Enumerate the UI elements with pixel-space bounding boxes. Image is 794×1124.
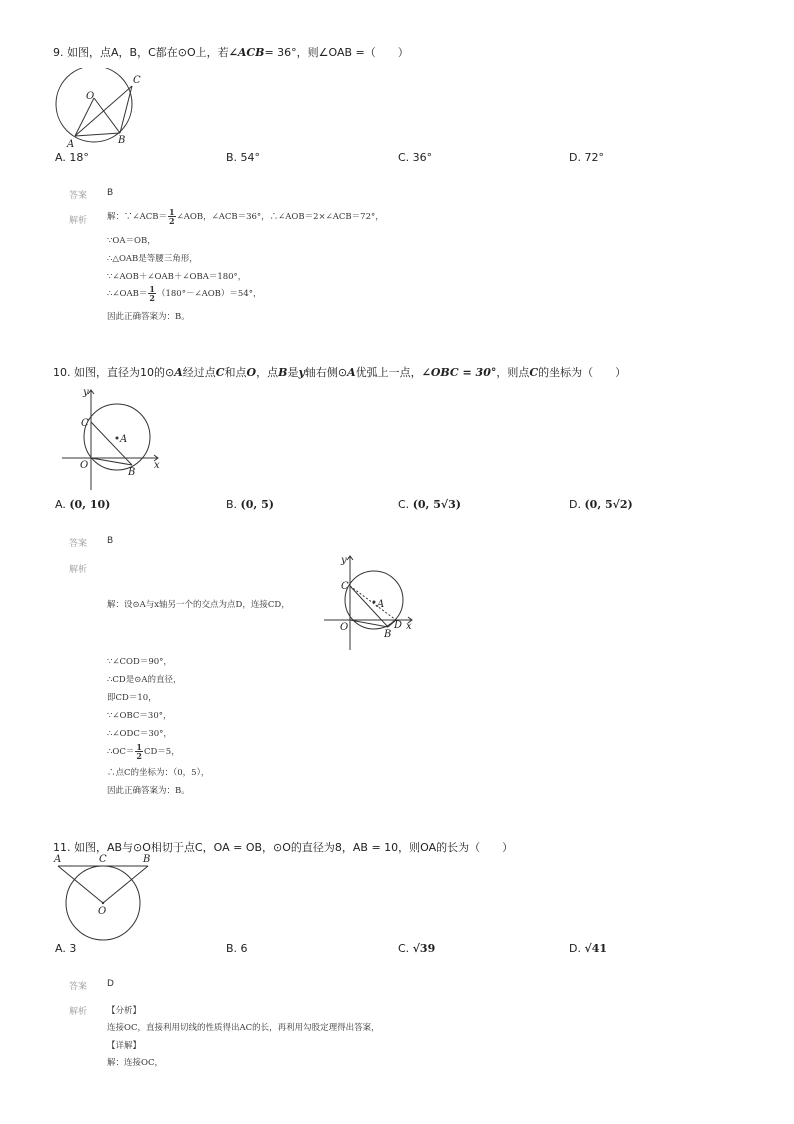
q10-label-c: C <box>81 418 89 429</box>
q11-label-c: C <box>99 854 107 865</box>
q11-segment-ob <box>103 866 148 903</box>
q11-stem: 11. 如图，AB与⊙O相切于点C，OA = OB，⊙O的直径为8，AB = 10，则OA的长为（ ） <box>53 841 514 854</box>
q11-label-o: O <box>98 906 107 917</box>
q10s-label-a: A <box>377 599 385 610</box>
q9-option-a: A. 18° <box>55 151 89 164</box>
q11-analysis-label: 解析 <box>69 1007 88 1017</box>
q10-option-b: B. (0, 5) <box>226 498 274 511</box>
q9-option-c: C. 36° <box>398 151 433 164</box>
q11-label-a: A <box>54 854 62 865</box>
q9-solution-line-3: ∴△OAB是等腰三角形， <box>107 254 198 264</box>
q9-option-b: B. 54° <box>226 151 261 164</box>
q11-label-b: B <box>143 854 151 865</box>
q11-option-d: D. √41 <box>569 942 608 955</box>
q10s-center-point <box>373 601 376 604</box>
q10-label-o: O <box>80 460 89 471</box>
q11-figure <box>50 852 160 942</box>
q10s-label-d: D <box>394 620 403 631</box>
q10-answer-value: B <box>107 536 114 546</box>
q11-option-c: C. √39 <box>398 942 436 955</box>
q10-solution-line-2: ∴CD是⊙A的直径， <box>107 675 182 685</box>
q10-label-b: B <box>128 467 136 478</box>
q9-fraction-half-2: $\frac{1}{2}$ <box>149 284 155 303</box>
q11-solution-line-1: 【分析】 <box>107 1006 142 1016</box>
q11-option-b: B. 6 <box>226 942 248 955</box>
q10-answer-label: 答案 <box>69 539 88 549</box>
q10-solution-line-5: ∴∠ODC＝30°， <box>107 729 172 739</box>
q11-center-point <box>102 902 104 904</box>
q11-solution-line-3: 【详解】 <box>107 1041 142 1051</box>
q10-stem: 10. 如图，直径为10的⊙A经过点C和点O，点B是y轴右侧⊙A优弧上一点，∠OBC = 30°，则点C的坐标为（ ） <box>53 366 627 379</box>
q10s-label-c: C <box>341 581 349 592</box>
q9-solution-line-6: 因此正确答案为：B。 <box>107 312 190 322</box>
q9-label-o: O <box>86 91 95 102</box>
q10-center-point <box>116 437 119 440</box>
q10-solution-intro: 解：设⊙A与x轴另一个的交点为点D，连接CD， <box>107 600 290 610</box>
q9-label-b: B <box>118 135 126 146</box>
q10-solution-line-1: ∵∠COD＝90°， <box>107 657 172 667</box>
q10-solution-line-4: ∵∠OBC＝30°， <box>107 711 172 721</box>
q10s-label-x: x <box>406 621 412 632</box>
q10-analysis-label: 解析 <box>69 565 88 575</box>
q11-solution-line-2: 连接OC，直接利用切线的性质得出AC的长，再利用勾股定理得出答案， <box>107 1023 380 1033</box>
q10s-label-b: B <box>384 629 392 640</box>
q10-option-c: C. (0, 5√3) <box>398 498 461 511</box>
q10-label-x: x <box>154 460 160 471</box>
q9-stem: 9. 如图，点A，B，C都在⊙O上，若∠ACB= 36°，则∠OAB =（ ） <box>53 46 409 59</box>
q9-solution-line-4: ∵∠AOB＋∠OAB＋∠OBA＝180°， <box>107 272 247 282</box>
q10-solution-line-3: 即CD＝10， <box>107 693 157 703</box>
q9-label-a: A <box>67 139 75 150</box>
q10-solution-figure <box>322 550 422 652</box>
q10-fraction-half: $\frac{1}{2}$ <box>136 742 142 761</box>
q9-solution-line-1: 解：∵∠ACB＝ $\frac{1}{2}$ ∠AOB，∠ACB＝36°，∴∠AOB＝2×∠ACB＝72°， <box>107 207 384 226</box>
q9-option-d: D. 72° <box>569 151 604 164</box>
q10-option-a: A. (0, 10) <box>55 498 111 511</box>
q9-segment-bc <box>120 86 132 133</box>
q11-segment-oa <box>58 866 103 903</box>
q10-option-d: D. (0, 5√2) <box>569 498 633 511</box>
q11-option-a: A. 3 <box>55 942 77 955</box>
q9-answer-value: B <box>107 188 114 198</box>
q11-solution-line-4: 解：连接OC， <box>107 1058 163 1068</box>
q10-figure <box>60 382 170 492</box>
q9-segment-ab <box>75 133 120 136</box>
q10-label-y: y <box>83 387 89 398</box>
q9-analysis-label: 解析 <box>69 216 88 226</box>
q9-label-c: C <box>133 75 141 86</box>
q9-figure <box>50 68 145 150</box>
q9-solution-line-2: ∵OA＝OB， <box>107 236 156 246</box>
q9-solution-line-5: ∴∠OAB＝ $\frac{1}{2}$ （180°－∠AOB）＝54°， <box>107 284 262 303</box>
q10-label-a: A <box>120 434 128 445</box>
q9-segment-oa <box>75 98 94 136</box>
q10s-label-o: O <box>340 622 349 633</box>
q10s-label-y: y <box>341 555 347 566</box>
q11-answer-value: D <box>107 979 114 989</box>
q10-solution-line-6: ∴OC＝ $\frac{1}{2}$ CD＝5， <box>107 742 180 761</box>
q9-answer-label: 答案 <box>69 191 88 201</box>
q9-fraction-half-1: $\frac{1}{2}$ <box>169 207 175 226</box>
q10-solution-line-8: 因此正确答案为：B。 <box>107 786 190 796</box>
q11-answer-label: 答案 <box>69 982 88 992</box>
q10-solution-line-7: ∴点C的坐标为：（0，5）， <box>107 768 210 778</box>
